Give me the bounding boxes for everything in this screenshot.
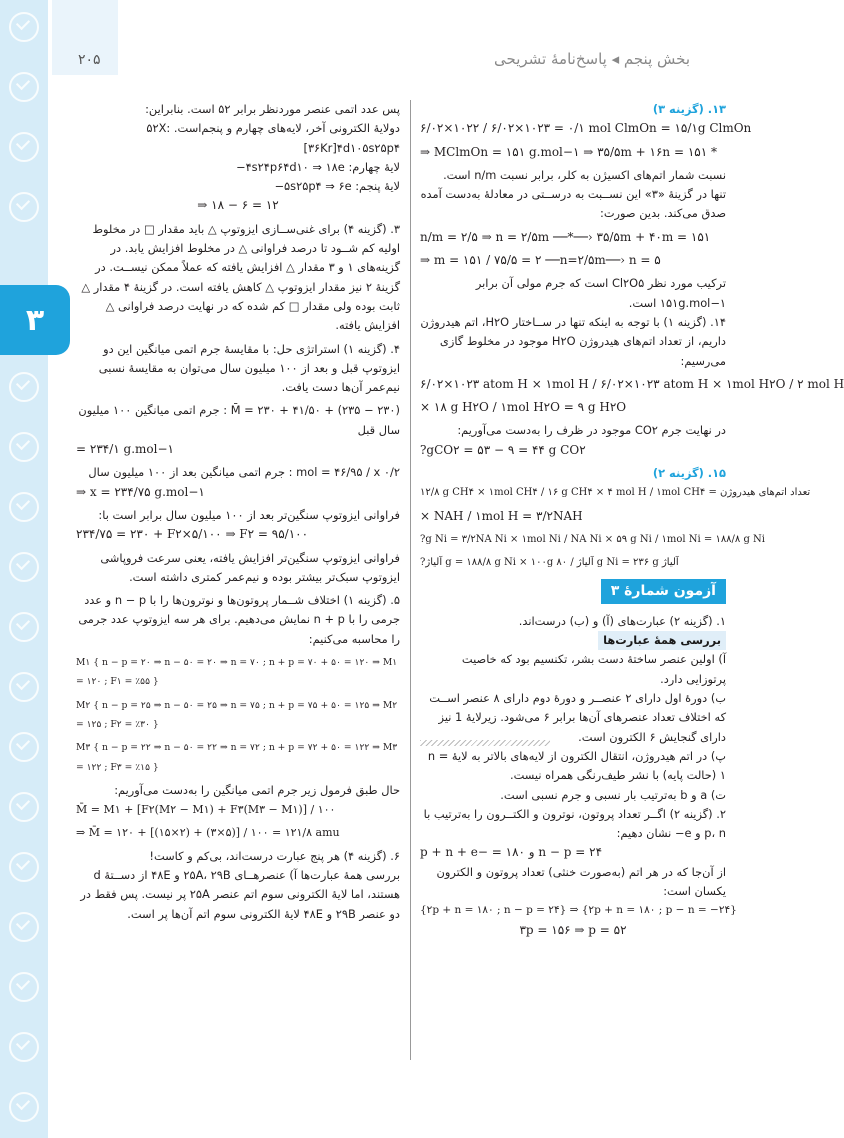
section-tab <box>0 285 70 355</box>
equation: = ۲۳۴/۱ g.mol−۱ <box>76 442 174 457</box>
check-icon <box>9 72 39 102</box>
equation: n/m = ۲/۵ ⇒ n = ۲/۵m ──*──› ۳۵/۵m + ۴۰m = ۱۵۱ <box>420 229 711 244</box>
equation: ?gCO۲ = ۵۳ − ۹ = ۴۴ g CO۲ <box>420 442 586 457</box>
paragraph: ترکیب مورد نظر Cl۲O۵ است که جرم مولی آن برابر ۱۵۱g.mol−۱ است. <box>475 276 726 310</box>
equation: ۶/۰۲×۱۰۲۲ / ۶/۰۲×۱۰۲۳ = ۰/۱ mol ClmOn = ۱۵/۱g ClmOn <box>420 121 752 136</box>
equation: ۲۳۴/۷۵ = ۲۳۰ + F۲×۵/۱۰۰ ⇒ F۲ = ۹۵/۱۰۰ <box>76 527 309 542</box>
header-decoration-gap <box>118 0 128 75</box>
paragraph: نسبت شمار اتم‌های اکسیژن به کلر، برابر نسبت n/m است. <box>443 167 726 182</box>
check-icon <box>9 432 39 462</box>
answer-13-heading: ۱۳. (گزینه ۳) <box>652 102 726 116</box>
layer-five-line: لایهٔ پنجم: ۵s۲۵p۴ ⇒ ۶e− <box>274 179 400 194</box>
check-icon <box>9 552 39 582</box>
equation: ⇒ x = ۲۳۴/۷۵ g.mol−۱ <box>76 484 205 499</box>
equation-system: M۳ { n − p = ۲۲ ⇒ n − ۵۰ = ۲۲ ⇒ n = ۷۲ ; n + p = ۷۲ + ۵۰ = ۱۲۲ ⇒ M۳ = ۱۲۲ ; F۳ = ٪۱۵ } <box>76 742 398 773</box>
equation: ?آلیاژ g = ۱۸۸/۸ g Ni × ۱۰۰g آلیاژ / ۸۰ g Ni = ۲۳۶ g آلیاژ <box>420 557 679 569</box>
check-icon <box>9 192 39 222</box>
check-icon <box>9 372 39 402</box>
exam-3-title: آزمون شمارهٔ ۳ <box>601 579 726 604</box>
equation: (۲۳۰ − ۲۳۵) + ۴۱/۵۰ + M̄ = ۲۳۰ : جرم اتمی میانگین ۱۰۰ میلیون سال قبل <box>78 403 400 437</box>
check-icon <box>9 492 39 522</box>
answer-4-paragraph: ۴. (گزینه ۱) استراتژی حل: با مقایسهٔ جرم اتمی میانگین این دو ایزوتوپ قبل و بعد از ۱۰۰ میلیون سال می‌توان به مقایسهٔ نسبی نیم‌عمر آن‌ها دست یافت. <box>98 341 400 395</box>
check-icon <box>9 12 39 42</box>
equation: × ۱۸ g H۲O / ۱mol H۲O = ۹ g H۲O <box>420 400 627 415</box>
paragraph: تنها در گزینهٔ «۳» این نســبت به درســتی در معادلهٔ به‌دست آمده صدق می‌کند. بدین صورت: <box>420 187 726 221</box>
statement-a: آ) اولین عنصر ساختهٔ دست بشر، تکنسیم بود که خاصیت پرتوزایی دارد. <box>461 652 726 686</box>
paragraph: حال طبق فرمول زیر جرم اتمی میانگین را به‌دست می‌آوریم: <box>114 782 400 797</box>
check-icon <box>9 912 39 942</box>
answer-15-heading: ۱۵. (گزینه ۲) <box>652 466 726 481</box>
paragraph: فراوانی ایزوتوپ سنگین‌تر افزایش یافته، یعنی سرعت فروپاشی ایزوتوپ سبک‌تر بیشتر بوده و نیم‌عمر کمتری داشته است. <box>100 550 400 584</box>
paragraph: از آن‌جا که در هر اتم (به‌صورت خنثی) تعداد پروتون و الکترون یکسان است: <box>436 864 726 898</box>
page-number: ۲۰۵ <box>78 52 101 68</box>
check-icon <box>9 732 39 762</box>
equation-system: M۲ { n − p = ۲۵ ⇒ n − ۵۰ = ۲۵ ⇒ n = ۷۵ ; n + p = ۷۵ + ۵۰ = ۱۲۵ ⇒ M۲ = ۱۲۵ ; F۲ = ٪۳۰ } <box>76 699 398 730</box>
equation: × NAH / ۱mol H = ۳/۲NAH <box>420 508 583 523</box>
check-icon <box>9 672 39 702</box>
answer-6-heading: ۶. (گزینه ۴) هر پنج عبارت درست‌اند، بی‌کم و کاست! <box>149 848 400 863</box>
check-icon <box>9 972 39 1002</box>
review-all-statements-label: بررسی همهٔ عبارت‌ها <box>598 631 726 650</box>
chapter-title: بخش پنجم ◂ پاسخ‌نامهٔ تشریحی <box>494 50 690 68</box>
exam3-q2-answer: ۲. (گزینه ۲) اگــر تعداد پروتون، نوترون و الکتــرون را به‌ترتیب با p، n و e− نشان دهیم: <box>423 806 726 841</box>
paragraph: دولایهٔ الکترونی آخر، لایه‌های چهارم و پنجم‌است. ۵۲X:[۳۶Kr]۴d۱۰۵s۲۵p۴ <box>146 121 400 155</box>
equation: ⇒ ۱۸ − ۶ = ۱۲ <box>197 198 279 213</box>
equation: ۰/۲ mol = ۴۶/۹۵ / x : جرم اتمی میانگین بعد از ۱۰۰ میلیون سال <box>88 465 400 480</box>
left-column <box>76 100 400 924</box>
answer-3-paragraph: ۳. (گزینه ۴) برای غنی‌ســازی ایزوتوپ △ باید مقدار □ در مخلوط اولیه کم شــود تا درصد فراوانی △ در مخلوط افزایش یابد. در گزینه‌های ۱ و ۳ مقدار △ افزایش یافته که عملاً ممکن نیســت. در گزینهٔ ۲ نیز مقدار ایزوتوپ △ کاهش یافته است. در گزینهٔ ۴ مقدار △ ثابت بوده ولی مقدار □ کم شده که در نهایت درصد فراوانی △ افزایش یافته. <box>81 221 400 333</box>
statement-c: پ) در اتم هیدروژن، انتقال الکترون از لایه‌های بالاتر به لایهٔ n = ۱ (حالت پایه) با نشر طیف‌رنگی همراه نیست. <box>427 748 726 783</box>
paragraph: در نهایت جرم CO۲ موجود در ظرف را به‌دست می‌آوریم: <box>457 423 726 438</box>
equation: M̄ = M۱ + [F۲(M۲ − M۱) + F۳(M۳ − M۱)] / ۱۰۰ <box>76 803 336 817</box>
right-column <box>420 100 844 940</box>
equation: ?g Ni = ۳/۲NA Ni × ۱mol Ni / NA Ni × ۵۹ g Ni / ۱mol Ni = ۱۸۸/۸ g Ni <box>420 533 766 545</box>
sidebar-decoration <box>0 0 48 1138</box>
check-icon <box>9 792 39 822</box>
equation: ۶/۰۲×۱۰۲۳ atom H × ۱mol H / ۶/۰۲×۱۰۲۳ atom H × ۱mol H۲O / ۲ mol H <box>420 376 844 391</box>
answer-6-paragraph: بررسی همهٔ عبارت‌ها آ) عنصرهــای ۲۵A، ۲۹B و ۴۸E از دســتهٔ d هستند، اما لایهٔ الکترونی سوم اتم عنصر ۲۵A پر نیست. پس فقط در دو عنصر ۲۹B و ۴۸E لایهٔ الکترونی سوم اتم آن‌ها پر است. <box>80 867 400 921</box>
statement-d: ت) a و b به‌ترتیب بار نسبی و جرم نسبی است. <box>500 787 726 802</box>
check-icon <box>9 612 39 642</box>
equation: ⇒ M̄ = ۱۲۰ + [(۱۵×۲) + (۳×۵)] / ۱۰۰ = ۱۲۱/۸ amu <box>76 826 340 840</box>
layer-four-line: لایهٔ چهارم: ۴s۲۴p۶۴d۱۰ ⇒ ۱۸e− <box>236 159 400 174</box>
equation: p + n + e− = ۱۸۰ و n − p = ۲۴ <box>420 845 603 860</box>
check-icon <box>9 852 39 882</box>
check-icon <box>9 1032 39 1062</box>
check-icon <box>9 1092 39 1122</box>
equation: ⇒ MClmOn = ۱۵۱ g.mol−۱ ⇒ ۳۵/۵m + ۱۶n = ۱۵۱ * <box>420 144 717 159</box>
paragraph: فراوانی ایزوتوپ سنگین‌تر بعد از ۱۰۰ میلیون سال برابر است با: <box>98 507 400 522</box>
column-divider <box>410 100 411 1060</box>
equation-system: {۲p + n = ۱۸۰ ; n − p = ۲۴} ⇒ {۲p + n = ۱۸۰ ; p − n = −۲۴} <box>420 904 737 917</box>
answer-5-paragraph: ۵. (گزینه ۱) اختلاف شــمار پروتون‌ها و نوترون‌ها را با n − p و عدد جرمی را با n + p نمایش می‌دهیم. برای هر سه ایزوتوپ عدد جرمی را محاسبه می‌کنیم: <box>78 593 400 646</box>
equation: ۳p = ۱۵۶ ⇒ p = ۵۲ <box>519 922 627 937</box>
equation: ⇒ m = ۱۵۱ / ۷۵/۵ = ۲ ──n=۲/۵m──› n = ۵ <box>420 253 661 268</box>
equation-system: M۱ { n − p = ۲۰ ⇒ n − ۵۰ = ۲۰ ⇒ n = ۷۰ ; n + p = ۷۰ + ۵۰ = ۱۲۰ ⇒ M۱ = ۱۲۰ ; F۱ = ٪۵۵ } <box>76 657 398 688</box>
statement-b: ب) دورهٔ اول دارای ۲ عنصــر و دورهٔ دوم دارای ۸ عنصر اســت که اختلاف تعداد عنصرهای آن‌ها برابر ۶ می‌شود. زیرلایهٔ 1 نیز دارای گنجایش ۶ الکترون است. <box>429 691 726 744</box>
check-icon <box>9 132 39 162</box>
equation: ۱۲/۸ g CH۴ × ۱mol CH۴ / ۱۶ g CH۴ × ۴ mol H / ۱mol CH۴ = تعداد اتم‌های هیدروژن <box>420 487 811 499</box>
answer-14-paragraph: ۱۴. (گزینه ۱) با توجه به اینکه تنها در ســاختار H۲O، اتم هیدروژن داریم، از تعداد اتم‌های هیدروژن H۲O موجود در مخلوط گازی می‌رسیم: <box>420 314 726 368</box>
exam3-q1-answer: ۱. (گزینه ۲) عبارت‌های (آ) و (ب) درست‌اند. <box>518 613 726 628</box>
section-tab-number: ۳ <box>25 302 45 338</box>
paragraph: پس عدد اتمی عنصر موردنظر برابر ۵۲ است. بنابراین: <box>145 102 400 116</box>
